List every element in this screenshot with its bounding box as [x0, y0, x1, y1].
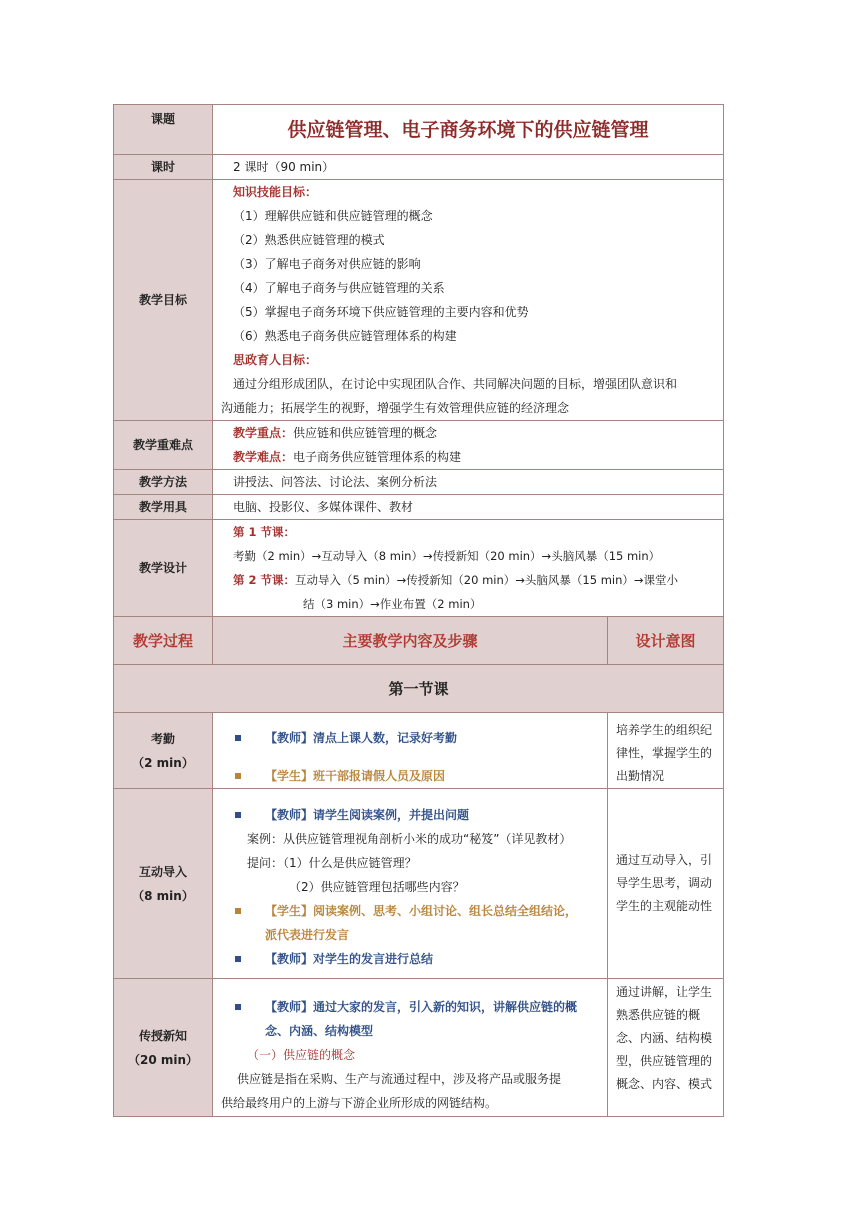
goal-item: （2）熟悉供应链管理的模式 — [233, 233, 385, 247]
goal-item: （6）熟悉电子商务供应链管理体系的构建 — [233, 329, 457, 343]
newknow-row — [114, 979, 724, 1117]
attendance-row — [114, 713, 724, 789]
intro-intent: 通过互动导入，引导学生思考，调动学生的主观能动性 — [608, 789, 724, 979]
hours-value: 2 课时（90 min） — [213, 155, 724, 180]
newknow-label — [114, 979, 213, 1117]
topic-label: 课题 — [114, 105, 213, 155]
process-header-col3: 设计意图 — [608, 617, 724, 665]
session1-text: 考勤（2 min）→互动导入（8 min）→传授新知（20 min）→头脑风暴（15 min） — [233, 549, 661, 563]
intro-label — [114, 789, 213, 979]
session2-text-1: 互动导入（5 min）→传授新知（20 min）→头脑风暴（15 min）→课堂小 — [295, 573, 679, 587]
intro-question-1: 提问：（1）什么是供应链管理？ — [247, 856, 417, 870]
square-bullet-icon — [235, 1004, 241, 1010]
intro-teacher-2: 【教师】对学生的发言进行总结 — [265, 952, 434, 966]
goals-row — [114, 180, 724, 421]
design-content — [213, 520, 724, 617]
tools-label: 教学用具 — [114, 495, 213, 520]
newknow-subheading: （一）供应链的概念 — [247, 1048, 356, 1062]
goals-content — [213, 180, 724, 421]
key-label: 教学重难点 — [114, 421, 213, 470]
difficulty-text: 电子商务供应链管理体系的构建 — [293, 450, 462, 464]
intro-row — [114, 789, 724, 979]
topic-title: 供应链管理、电子商务环境下的供应链管理 — [213, 105, 724, 155]
section-row — [114, 665, 724, 713]
newknow-paragraph-1: 供应链是指在采购、生产与流通过程中，涉及将产品或服务提 — [237, 1072, 562, 1086]
session1-label: 第 1 节课： — [233, 525, 296, 539]
lesson-plan-table — [113, 104, 724, 1117]
goal-item: （5）掌握电子商务环境下供应链管理的主要内容和优势 — [233, 305, 529, 319]
attendance-label — [114, 713, 213, 789]
session2-label: 第 2 节课： — [233, 573, 296, 587]
square-bullet-icon — [235, 956, 241, 962]
process-header-row — [114, 617, 724, 665]
attendance-student-item — [235, 764, 599, 788]
attendance-teacher-item — [235, 726, 599, 750]
section-title: 第一节课 — [114, 665, 724, 713]
method-label: 教学方法 — [114, 470, 213, 495]
goal-item: （4）了解电子商务与供应链管理的关系 — [233, 281, 445, 295]
process-header-col1: 教学过程 — [114, 617, 213, 665]
topic-row — [114, 105, 724, 155]
attendance-content — [213, 713, 608, 789]
method-row — [114, 470, 724, 495]
goal-item: （1）理解供应链和供应链管理的概念 — [233, 209, 433, 223]
key-content — [213, 421, 724, 470]
newknow-name: 传授新知 — [138, 1028, 187, 1043]
ideology-text-1: 通过分组形成团队，在讨论中实现团队合作、共同解决问题的目标，增强团队意识和 — [233, 377, 678, 391]
ideology-text-2: 沟通能力；拓展学生的视野，增强学生有效管理供应链的经济理念 — [221, 401, 570, 415]
key-row — [114, 421, 724, 470]
square-bullet-icon — [235, 773, 241, 779]
attendance-student: 【学生】班干部报请假人员及原因 — [265, 769, 446, 783]
newknow-time: （20 min） — [127, 1052, 199, 1067]
newknow-paragraph-2: 供给最终用户的上游与下游企业所形成的网链结构。 — [221, 1096, 498, 1110]
newknow-teacher-1: 【教师】通过大家的发言，引入新的知识，讲解供应链的概 — [265, 1000, 578, 1014]
intro-question-2: （2）供应链管理包括哪些内容？ — [289, 880, 465, 894]
intro-time: （8 min） — [132, 888, 194, 903]
lesson-plan — [113, 104, 723, 1117]
method-value: 讲授法、问答法、讨论法、案例分析法 — [213, 470, 724, 495]
intro-teacher-1: 【教师】请学生阅读案例，并提出问题 — [265, 808, 470, 822]
goal-item: （3）了解电子商务对供应链的影响 — [233, 257, 421, 271]
intro-student-1: 【学生】阅读案例、思考、小组讨论、组长总结全组结论， — [265, 904, 578, 918]
intro-teacher-item — [235, 803, 601, 827]
intro-teacher-summary-item — [235, 947, 601, 971]
ideology-goal-title: 思政育人目标： — [233, 353, 318, 367]
intro-student-item — [235, 899, 601, 947]
tools-row — [114, 495, 724, 520]
design-label: 教学设计 — [114, 520, 213, 617]
focus-label: 教学重点： — [233, 426, 294, 440]
square-bullet-icon — [235, 735, 241, 741]
intro-content — [213, 789, 608, 979]
intro-name: 互动导入 — [138, 864, 187, 879]
attendance-teacher: 【教师】清点上课人数，记录好考勤 — [265, 731, 458, 745]
tools-value: 电脑、投影仪、多媒体课件、教材 — [213, 495, 724, 520]
difficulty-label: 教学难点： — [233, 450, 294, 464]
newknow-teacher-item — [235, 995, 601, 1043]
attendance-time: （2 min） — [132, 755, 194, 770]
session2-text-2: 结（3 min）→作业布置（2 min） — [303, 597, 482, 611]
process-header-col2: 主要教学内容及步骤 — [213, 617, 608, 665]
design-row — [114, 520, 724, 617]
newknow-intent: 通过讲解，让学生熟悉供应链的概念、内涵、结构模型，供应链管理的概念、内容、模式 — [608, 979, 724, 1117]
intro-case: 案例：从供应链管理视角剖析小米的成功“秘笈”（详见教材） — [247, 832, 572, 846]
attendance-intent: 培养学生的组织纪律性，掌握学生的出勤情况 — [608, 713, 724, 789]
square-bullet-icon — [235, 812, 241, 818]
attendance-name: 考勤 — [150, 731, 175, 746]
goals-label: 教学目标 — [114, 180, 213, 421]
newknow-content — [213, 979, 608, 1117]
focus-text: 供应链和供应链管理的概念 — [293, 426, 438, 440]
hours-label: 课时 — [114, 155, 213, 180]
newknow-teacher-2: 念、内涵、结构模型 — [265, 1024, 374, 1038]
hours-row — [114, 155, 724, 180]
skill-goal-title: 知识技能目标： — [233, 185, 318, 199]
intro-student-2: 派代表进行发言 — [265, 928, 350, 942]
square-bullet-icon — [235, 908, 241, 914]
